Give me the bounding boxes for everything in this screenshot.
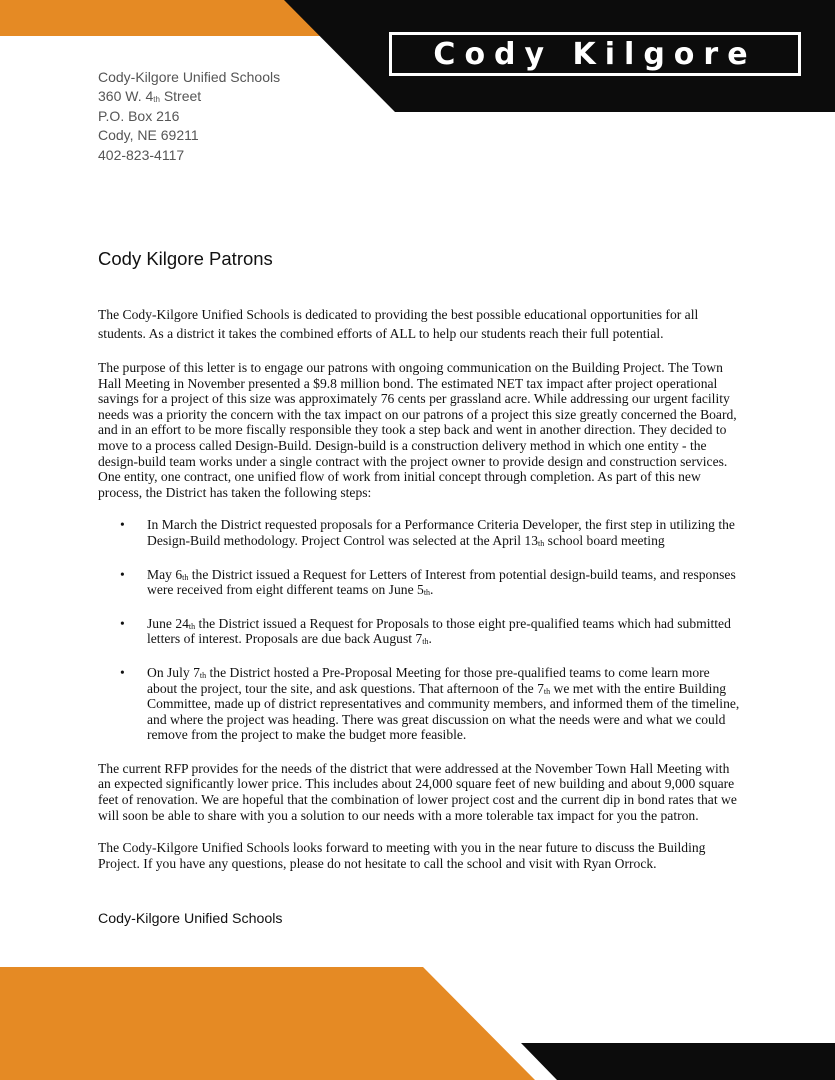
bottom-black-band xyxy=(521,1043,835,1080)
paragraph-closing: The Cody-Kilgore Unified Schools looks forward to meeting with you in the near future to discuss the Building Project. If you have any questions, please do not hesitate to call the school and visit with Ryan Orrock. xyxy=(98,840,706,871)
list-item: • On July $7_{th}$ the District hosted a Pre-Proposal Meeting for those pre-qualified teams to come learn more about the project, tour the site, and ask questions. That afternoon of the $7_{th}$ we met with the entire Building Committee, made up of district representatives and community members, and informed them of the timeline, and where the project was heading. There was great discussion on what the needs were and what we could remove from the project to make the budget more feasible. xyxy=(120,664,740,743)
bullet-icon: • xyxy=(120,615,125,631)
address-pobox: P.O. Box 216 xyxy=(98,107,180,124)
bullet-icon: • xyxy=(120,664,125,680)
bullet-icon: • xyxy=(120,517,125,533)
paragraph-purpose: The purpose of this letter is to engage our patrons with ongoing communication on the Building Project. The Town Hall Meeting in November presented a $9.8 million bond. The estimated NET tax impact after project operational savings for a project of this size was approximately 76 cents per grassland acre. While addressing our urgent facility needs was a priority the concern with the tax impact on our patrons of a project this size greatly concerned the Board, and in an effort to be more fiscally responsible they took a step back and went in another direction. They decided to move to a process called Design-Build. Design-build is a construction delivery method in which one entity - the design-build team works under a single contract with the project owner to provide design and construction services. One entity, one contract, one unified flow of work from initial concept through completion. As part of this new process, the District has taken the following steps: xyxy=(98,360,737,500)
list-item: • In March the District requested proposals for a Performance Criteria Developer, the first step in utilizing the Design-Build methodology. Project Control was selected at the April $13_{th}$ school board meeting xyxy=(120,517,735,548)
bottom-orange-band xyxy=(0,967,535,1080)
salutation: Cody Kilgore Patrons xyxy=(98,248,273,269)
list-item: • June $24_{th}$ the District issued a Request for Proposals to those eight pre-qualified teams which had submitted letters of interest. Proposals are due back August $7_{th}$. xyxy=(120,615,731,647)
letter-body xyxy=(98,305,743,888)
signature: Cody-Kilgore Unified Schools xyxy=(98,911,283,927)
address-street: 360 W. $4_{th}$ Street xyxy=(98,88,202,105)
return-address xyxy=(98,68,280,165)
address-phone: 402-823-4117 xyxy=(98,146,185,163)
paragraph-intro: The Cody-Kilgore Unified Schools is dedicated to providing the best possible educational opportunities for all students. As a district it takes the combined efforts of ALL to help our students reach their full potential. xyxy=(98,307,699,341)
banner-title: Cody Kilgore xyxy=(433,36,757,72)
list-item: • May $6_{th}$ the District issued a Request for Letters of Interest from potential design-build teams, and responses were received from eight different teams on June $5_{th}$. xyxy=(120,566,736,598)
paragraph-rfp: The current RFP provides for the needs of the district that were addressed at the November Town Hall Meeting with an expected significantly lower price. This includes about 24,000 square feet of new building and about 9,000 square feet of renovation. We are hopeful that the combination of lower project cost and the current dip in bond rates that we will soon be able to share with you a solution to our needs with a more tolerable tax impact for you the patron. xyxy=(98,760,737,823)
address-org: Cody-Kilgore Unified Schools xyxy=(98,69,281,85)
address-city: Cody, NE 69211 xyxy=(98,127,199,144)
letterhead-banner xyxy=(389,32,801,76)
bullet-icon: • xyxy=(120,566,125,582)
steps-list xyxy=(98,517,743,743)
top-orange-band xyxy=(0,0,335,36)
